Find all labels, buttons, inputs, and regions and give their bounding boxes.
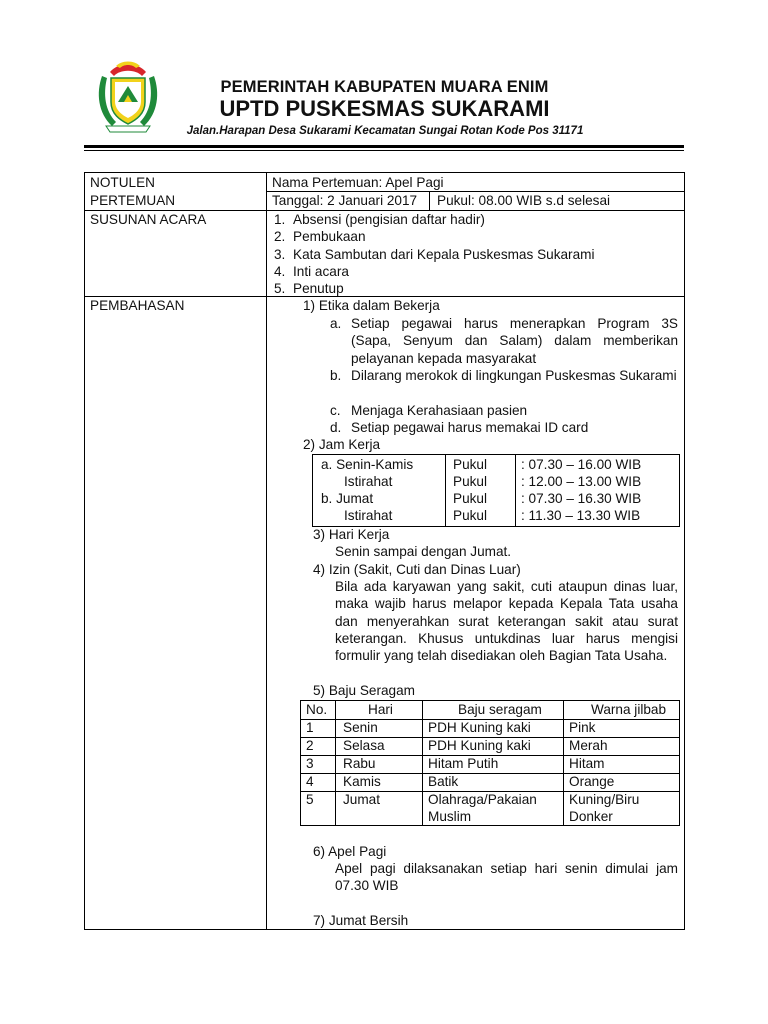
jam-day: b. Jumat xyxy=(321,491,374,506)
notulen-label-line1: NOTULEN xyxy=(90,175,155,190)
jam-pukul: Pukul xyxy=(453,508,488,523)
jam-day: Istirahat xyxy=(344,474,393,489)
jam-time: : 07.30 – 16.30 WIB xyxy=(521,491,642,506)
baju-cell-hari: Rabu xyxy=(343,756,376,771)
etika-item-d-number: d. xyxy=(330,420,342,435)
baju-cell-warna: Pink xyxy=(569,720,596,735)
section-izin-title: 4) Izin (Sakit, Cuti dan Dinas Luar) xyxy=(313,562,521,577)
baju-cell-baju: Batik xyxy=(428,774,459,789)
meeting-time: Pukul: 08.00 WIB s.d selesai xyxy=(437,193,611,208)
list-item-text: Kata Sambutan dari Kepala Puskesmas Sukarami xyxy=(293,246,595,262)
list-item xyxy=(274,280,674,297)
baju-cell-hari: Jumat xyxy=(343,792,381,807)
section-baju-title: 5) Baju Seragam xyxy=(313,683,416,698)
jam-time: : 07.30 – 16.00 WIB xyxy=(521,457,642,472)
meeting-date: Tanggal: 2 Januari 2017 xyxy=(272,193,418,208)
list-item xyxy=(274,228,674,245)
list-item-number: 1. xyxy=(274,212,286,227)
baju-cell-hari: Selasa xyxy=(343,738,385,753)
meeting-name: Nama Pertemuan: Apel Pagi xyxy=(272,175,444,190)
jam-pukul: Pukul xyxy=(453,474,488,489)
letterhead-rule-thin xyxy=(84,150,684,151)
baju-cell-no: 2 xyxy=(306,738,314,753)
baju-cell-hari: Senin xyxy=(343,720,378,735)
jam-col-divider xyxy=(445,455,446,526)
notulen-table xyxy=(84,172,685,930)
jam-day: a. Senin-Kamis xyxy=(321,457,414,472)
etika-item-b-text: Dilarang merokok di lingkungan Puskesmas Sukarami xyxy=(351,368,677,383)
baju-cell-no: 4 xyxy=(306,774,314,789)
jam-time: : 12.00 – 13.00 WIB xyxy=(521,474,642,489)
jam-time: : 11.30 – 13.30 WIB xyxy=(521,508,641,523)
muara-enim-emblem-icon xyxy=(96,58,160,138)
jam-col-divider xyxy=(515,455,516,526)
jam-pukul: Pukul xyxy=(453,457,488,472)
section-apel-pagi-title: 6) Apel Pagi xyxy=(313,844,387,859)
baju-header-baju: Baju seragam xyxy=(458,702,542,717)
letterhead-rule-thick xyxy=(84,145,684,148)
baju-header-warna: Warna jilbab xyxy=(591,702,667,717)
column-divider xyxy=(266,173,267,929)
baju-cell-warna: Kuning/Biru xyxy=(569,792,640,807)
list-item xyxy=(274,246,674,263)
government-name: PEMERINTAH KABUPATEN MUARA ENIM xyxy=(220,78,549,96)
baju-cell-baju: PDH Kuning kaki xyxy=(428,738,531,753)
baju-seragam-table xyxy=(300,700,680,826)
list-item-number: 3. xyxy=(274,246,286,262)
list-item-text: Penutup xyxy=(293,281,344,297)
baju-header-hari: Hari xyxy=(368,702,393,717)
etika-item-d-text: Setiap pegawai harus memakai ID card xyxy=(351,420,589,435)
etika-item-a-number: a. xyxy=(330,316,342,331)
baju-cell-baju: Hitam Putih xyxy=(428,756,499,771)
baju-cell-no: 1 xyxy=(306,720,314,735)
baju-cell-baju: Muslim xyxy=(428,809,472,824)
section-jam-kerja-title: 2) Jam Kerja xyxy=(303,437,381,452)
notulen-label-line2: PERTEMUAN xyxy=(90,193,176,208)
list-item-text: Inti acara xyxy=(293,263,349,279)
etika-item-a-text: Setiap pegawai harus menerapkan Program 3S (Sapa, Senyum dan Salam) dalam memberikan pelayanan kepada masyarakat xyxy=(351,316,678,366)
institution-name: UPTD PUSKESMAS SUKARAMI xyxy=(219,96,550,121)
baju-cell-hari: Kamis xyxy=(343,774,381,789)
apel-pagi-text: Apel pagi dilaksanakan setiap hari senin dimulai jam 07.30 WIB xyxy=(335,861,678,894)
baju-cell-baju: Olahraga/Pakaian xyxy=(428,792,537,807)
baju-cell-no: 3 xyxy=(306,756,314,771)
izin-text: Bila ada karyawan yang sakit, cuti ataupun dinas luar, maka wajib harus melapor kepada Kepala Tata usaha dan menyerahkan surat keterangan sakit atau surat keterangan. Khusus untukdinas luar harus mengisi formulir yang telah disediakan oleh Bagian Tata Usaha. xyxy=(335,579,678,664)
section-etika-title: 1) Etika dalam Bekerja xyxy=(303,298,440,313)
baju-cell-warna: Merah xyxy=(569,738,608,753)
list-item-number: 2. xyxy=(274,229,286,245)
date-time-divider xyxy=(429,191,430,210)
list-item-number: 5. xyxy=(274,281,286,297)
etika-item-b-number: b. xyxy=(330,368,342,383)
list-item-text: Pembukaan xyxy=(293,229,366,245)
etika-item-c-text: Menjaga Kerahasiaan pasien xyxy=(351,403,528,418)
institution-address: Jalan.Harapan Desa Sukarami Kecamatan Sungai Rotan Kode Pos 31171 xyxy=(186,125,584,137)
section-jumat-bersih-title: 7) Jumat Bersih xyxy=(313,913,409,928)
baju-cell-baju: PDH Kuning kaki xyxy=(428,720,531,735)
section-hari-kerja-title: 3) Hari Kerja xyxy=(313,527,390,542)
susunan-list xyxy=(274,211,674,297)
baju-header-no: No. xyxy=(306,702,328,717)
jam-pukul: Pukul xyxy=(453,491,488,506)
jam-day: Istirahat xyxy=(344,508,393,523)
susunan-label: SUSUNAN ACARA xyxy=(90,212,207,227)
jam-kerja-table xyxy=(312,454,680,527)
pembahasan-label: PEMBAHASAN xyxy=(90,298,185,313)
list-item xyxy=(274,211,674,228)
baju-cell-warna: Orange xyxy=(569,774,615,789)
list-item-text: Absensi (pengisian daftar hadir) xyxy=(293,212,485,227)
baju-cell-warna: Donker xyxy=(569,809,613,824)
list-item xyxy=(274,263,674,280)
baju-cell-warna: Hitam xyxy=(569,756,605,771)
hari-kerja-text: Senin sampai dengan Jumat. xyxy=(335,544,512,559)
baju-cell-no: 5 xyxy=(306,792,314,807)
etika-item-c-number: c. xyxy=(330,403,341,418)
list-item-number: 4. xyxy=(274,263,286,279)
